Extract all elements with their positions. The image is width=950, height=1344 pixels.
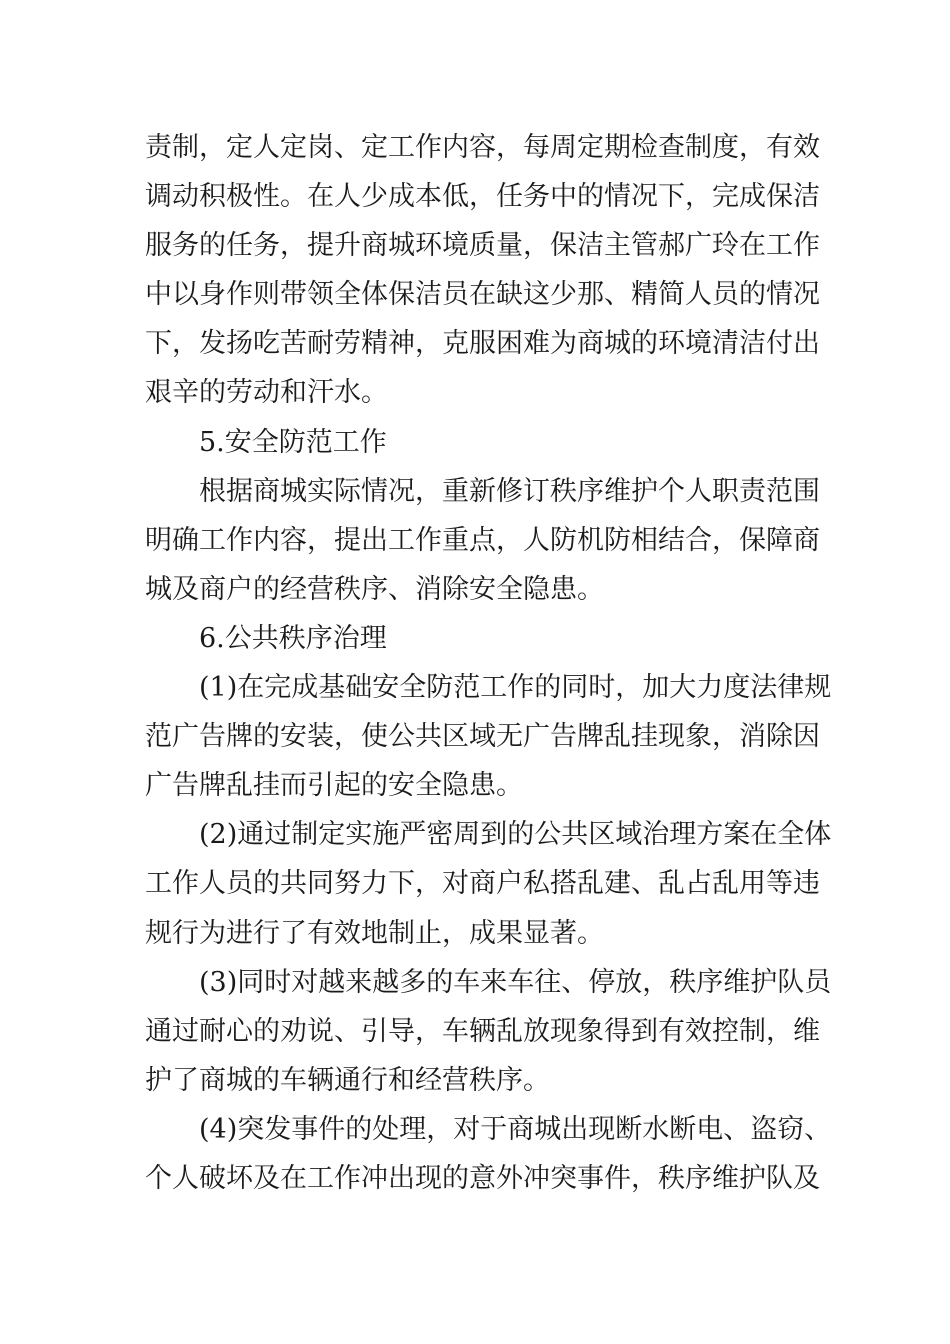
text-line: 中以身作则带领全体保洁员在缺这少那、精简人员的情况	[145, 279, 820, 311]
text-line: 个人破坏及在工作冲出现的意外冲突事件，秩序维护队及	[145, 1162, 820, 1194]
text-line: 规行为进行了有效地制止，成果显著。	[145, 917, 604, 949]
text-line: 下，发扬吃苦耐劳精神，克服困难为商城的环境清洁付出	[145, 328, 820, 360]
text-line: 明确工作内容，提出工作重点，人防机防相结合，保障商	[145, 524, 820, 556]
text-line: 护了商城的车辆通行和经营秩序。	[145, 1064, 550, 1096]
text-line: 城及商户的经营秩序、消除安全隐患。	[145, 573, 604, 605]
section-heading-5: 5.安全防范工作	[199, 426, 387, 458]
text-line: (3)同时对越来越多的车来车往、停放，秩序维护队员	[199, 966, 832, 998]
text-line: (2)通过制定实施严密周到的公共区域治理方案在全体	[199, 819, 832, 851]
text-line: (4)突发事件的处理，对于商城出现断水断电、盗窃、	[199, 1113, 832, 1145]
text-line: 调动积极性。在人少成本低，任务中的情况下，完成保洁	[145, 181, 820, 213]
text-line: 范广告牌的安装，使公共区域无广告牌乱挂现象，消除因	[145, 721, 820, 753]
text-line: 广告牌乱挂而引起的安全隐患。	[145, 770, 523, 802]
text-line: (1)在完成基础安全防范工作的同时，加大力度法律规	[199, 672, 832, 704]
text-line: 通过耐心的劝说、引导，车辆乱放现象得到有效控制，维	[145, 1015, 820, 1047]
text-line: 根据商城实际情况，重新修订秩序维护个人职责范围	[199, 475, 820, 507]
text-line: 服务的任务，提升商城环境质量，保洁主管郝广玲在工作	[145, 230, 820, 262]
text-line: 责制，定人定岗、定工作内容，每周定期检查制度，有效	[145, 132, 820, 163]
section-heading-6: 6.公共秩序治理	[199, 622, 387, 654]
text-line: 艰辛的劳动和汗水。	[145, 377, 388, 409]
document-body	[145, 123, 832, 1203]
text-line: 工作人员的共同努力下，对商户私搭乱建、乱占乱用等违	[145, 868, 820, 900]
